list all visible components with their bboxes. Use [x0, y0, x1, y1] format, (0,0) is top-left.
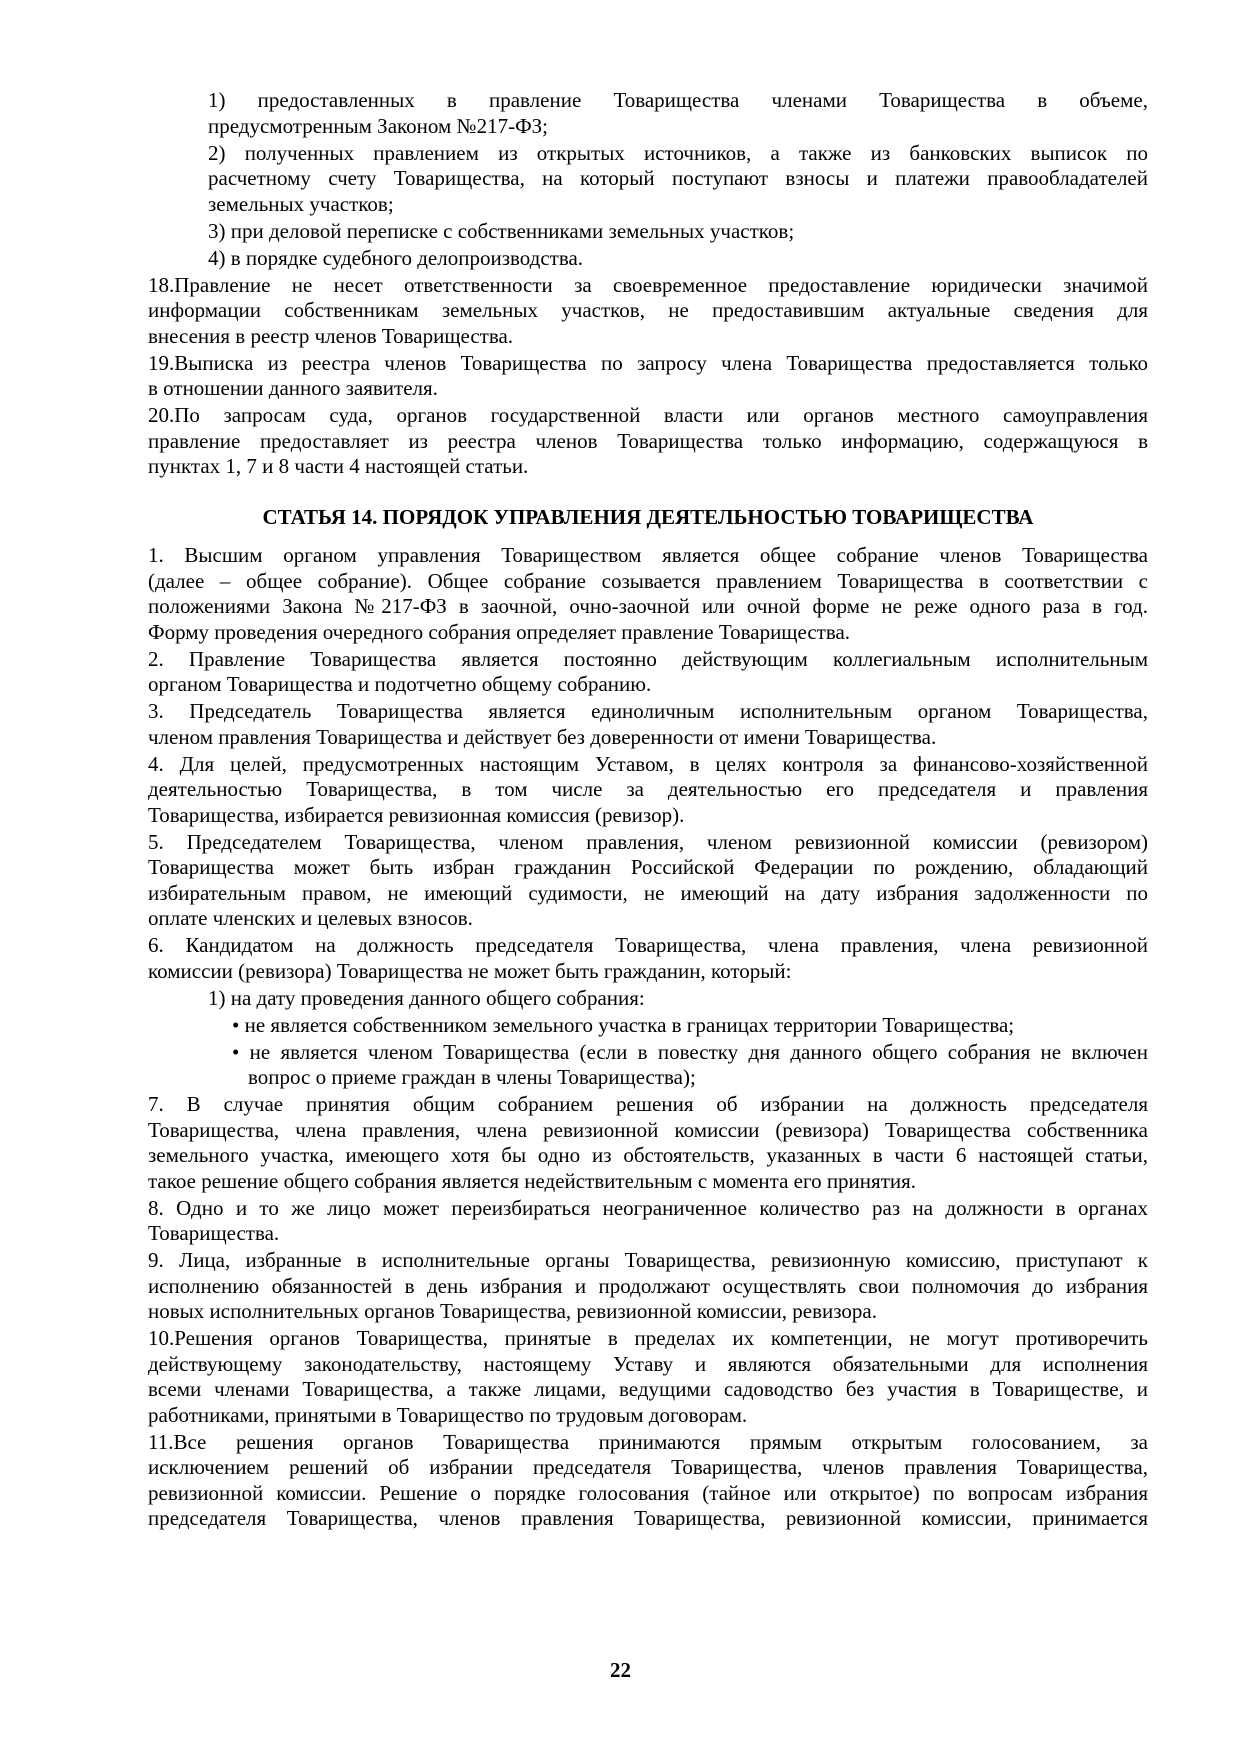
bullet-text: не является членом Товарищества (если в повестку дня данного общего собрания не включен — [249, 1039, 1148, 1064]
paragraph — [148, 1092, 1148, 1194]
text-line: положениями Закона №217-ФЗ в заочной, очно-заочной или очной форме не реже одного раза в год. — [148, 594, 1148, 618]
bullet-list — [148, 1013, 1148, 1093]
text-line: деятельностью Товарищества, в том числе за деятельностью его председателя и правления — [148, 777, 1148, 801]
text-line: Форму проведения очередного собрания определяет правление Товарищества. — [148, 619, 851, 644]
list-item — [148, 219, 1148, 245]
text-line: земельных участков; — [208, 191, 394, 216]
text-line: предусмотренным Законом №217-ФЗ; — [208, 113, 549, 138]
text-line: Товарищества. — [148, 1221, 280, 1245]
text-line: 8. Одно и то же лицо может переизбираться неограниченное количество раз на должности в органах — [148, 1195, 1148, 1220]
text-line: внесения в реестр членов Товарищества. — [148, 323, 514, 348]
paragraph — [148, 403, 1148, 480]
paragraph — [148, 351, 1148, 402]
bullet-text: не является собственником земельного участка в границах территории Товарищества; — [244, 1012, 1015, 1037]
paragraph — [148, 933, 1148, 984]
text-line: 18.Правление не несет ответственности за своевременное предоставление юридически значимой — [148, 272, 1148, 297]
article-heading: СТАТЬЯ 14. ПОРЯДОК УПРАВЛЕНИЯ ДЕЯТЕЛЬНОСТЬЮ ТОВАРИЩЕСТВА — [262, 505, 1034, 529]
list-item — [148, 88, 1148, 139]
text-line: 11.Все решения органов Товарищества принимаются прямым открытым голосованием, за — [148, 1429, 1148, 1454]
article-paragraphs — [148, 543, 1148, 986]
text-line: новых исполнительных органов Товарищества, ревизионной комиссии, ревизора. — [148, 1299, 877, 1323]
text-line: 1) предоставленных в правление Товарищества членами Товарищества в объеме, — [208, 88, 1148, 112]
text-line: избирательным правом, не имеющий судимости, не имеющий на дату избрания задолженности по — [148, 880, 1148, 905]
text-line: комиссии (ревизора) Товарищества не может быть гражданин, который: — [148, 958, 792, 983]
text-line — [148, 1013, 1148, 1039]
bullet-icon: • — [232, 1039, 250, 1064]
text-line: 5. Председателем Товарищества, членом правления, членом ревизионной комиссии (ревизором) — [148, 829, 1148, 854]
pre-article-paragraphs — [148, 273, 1148, 482]
list-item — [148, 141, 1148, 218]
text-line: 2) полученных правлением из открытых источников, а также из банковских выписок по — [208, 140, 1148, 165]
text-line: 3) при деловой переписке с собственниками земельных участков; — [208, 218, 795, 243]
text-line: 7. В случае принятия общим собранием решения об избрании на должность председателя — [148, 1092, 1148, 1116]
text-line: Товарищества, члена правления, члена ревизионной комиссии (ревизора) Товарищества собственника — [148, 1117, 1148, 1142]
text-line: 3. Председатель Товарищества является единоличным исполнительным органом Товарищества, — [148, 699, 1148, 723]
text-line: работниками, принятыми в Товарищество по трудовым договорам. — [148, 1402, 748, 1427]
paragraph — [148, 647, 1148, 698]
text-line: исключением решений об избрании председателя Товарищества, членов правления Товарищества, — [148, 1455, 1148, 1479]
text-line: правление предоставляет из реестра членов Товарищества только информацию, содержащуюся в — [148, 428, 1148, 453]
document-body — [148, 88, 1148, 1533]
paragraph — [148, 543, 1148, 645]
bullet-item — [148, 1040, 1148, 1091]
page-number: 22 — [610, 1658, 631, 1682]
text-line: 10.Решения органов Товарищества, принятые в пределах их компетенции, не могут противоречить — [148, 1326, 1148, 1350]
paragraph — [148, 1196, 1148, 1247]
paragraph — [148, 752, 1148, 829]
text-line: (далее – общее собрание). Общее собрание созывается правлением Товарищества в соответствии с — [148, 568, 1148, 593]
text-line: 1. Высшим органом управления Товариществом является общее собрание членов Товарищества — [148, 543, 1148, 567]
text-line: информации собственникам земельных участков, не предоставившим актуальные сведения для — [148, 298, 1148, 322]
paragraph — [148, 273, 1148, 350]
text-line: расчетному счету Товарищества, на который поступают взносы и платежи правообладателей — [208, 166, 1148, 190]
text-line: исполнению обязанностей в день избрания и продолжают осуществлять свои полномочия до избрания — [148, 1273, 1148, 1298]
bullet-item — [148, 1013, 1148, 1039]
text-line: действующему законодательству, настоящему Уставу и являются обязательными для исполнения — [148, 1351, 1148, 1376]
post-article-paragraphs — [148, 1092, 1148, 1533]
text-line: 19.Выписка из реестра членов Товарищества по запросу члена Товарищества предоставляется только — [148, 350, 1148, 375]
text-line: пунктах 1, 7 и 8 части 4 настоящей статьи. — [148, 454, 529, 478]
paragraph — [148, 830, 1148, 932]
text-line: 2. Правление Товарищества является постоянно действующим коллегиальным исполнительным — [148, 646, 1148, 671]
text-line: органом Товарищества и подотчетно общему собранию. — [148, 672, 652, 696]
text-line: 6. Кандидатом на должность председателя Товарищества, члена правления, члена ревизионной — [148, 933, 1148, 957]
source-list — [148, 88, 1148, 273]
text-line: 20.По запросам суда, органов государственной власти или органов местного самоуправления — [148, 403, 1148, 427]
text-line: 9. Лица, избранные в исполнительные органы Товарищества, ревизионную комиссию, приступают к — [148, 1248, 1148, 1272]
paragraph — [148, 1326, 1148, 1428]
text-line: оплате членских и целевых взносов. — [148, 906, 473, 930]
paragraph — [148, 1430, 1148, 1532]
text-line: ревизионной комиссии. Решение о порядке голосования (тайное или открытое) по вопросам избрания — [148, 1480, 1148, 1505]
text-line: Товарищества может быть избран гражданин Российской Федерации по рождению, обладающий — [148, 855, 1148, 879]
paragraph — [148, 699, 1148, 750]
text-line: 4. Для целей, предусмотренных настоящим Уставом, в целях контроля за финансово-хозяйственной — [148, 751, 1148, 776]
text-line: 4) в порядке судебного делопроизводства. — [208, 245, 584, 270]
bullet-icon: • — [232, 1012, 245, 1037]
paragraph — [148, 1248, 1148, 1325]
text-line: Товарищества, избирается ревизионная комиссия (ревизор). — [148, 802, 685, 827]
text-line: вопрос о приеме граждан в члены Товарищества); — [248, 1065, 696, 1089]
text-line: всеми членами Товарищества, а также лицами, ведущими садоводство без участия в Товариществе, и — [148, 1377, 1148, 1401]
text-line — [148, 1040, 1148, 1066]
text-line: членом правления Товарищества и действует без доверенности от имени Товарищества. — [148, 724, 937, 749]
sub-item: 1) на дату проведения данного общего собрания: — [208, 985, 645, 1010]
text-line: такое решение общего собрания является недействительным с момента его принятия. — [148, 1168, 917, 1193]
text-line: председателя Товарищества, членов правления Товарищества, ревизионной комиссии, принимается — [148, 1506, 1148, 1530]
text-line: в отношении данного заявителя. — [148, 376, 438, 400]
list-item — [148, 246, 1148, 272]
text-line: земельного участка, имеющего хотя бы одно из обстоятельств, указанных в части 6 настоящей статьи, — [148, 1143, 1148, 1167]
